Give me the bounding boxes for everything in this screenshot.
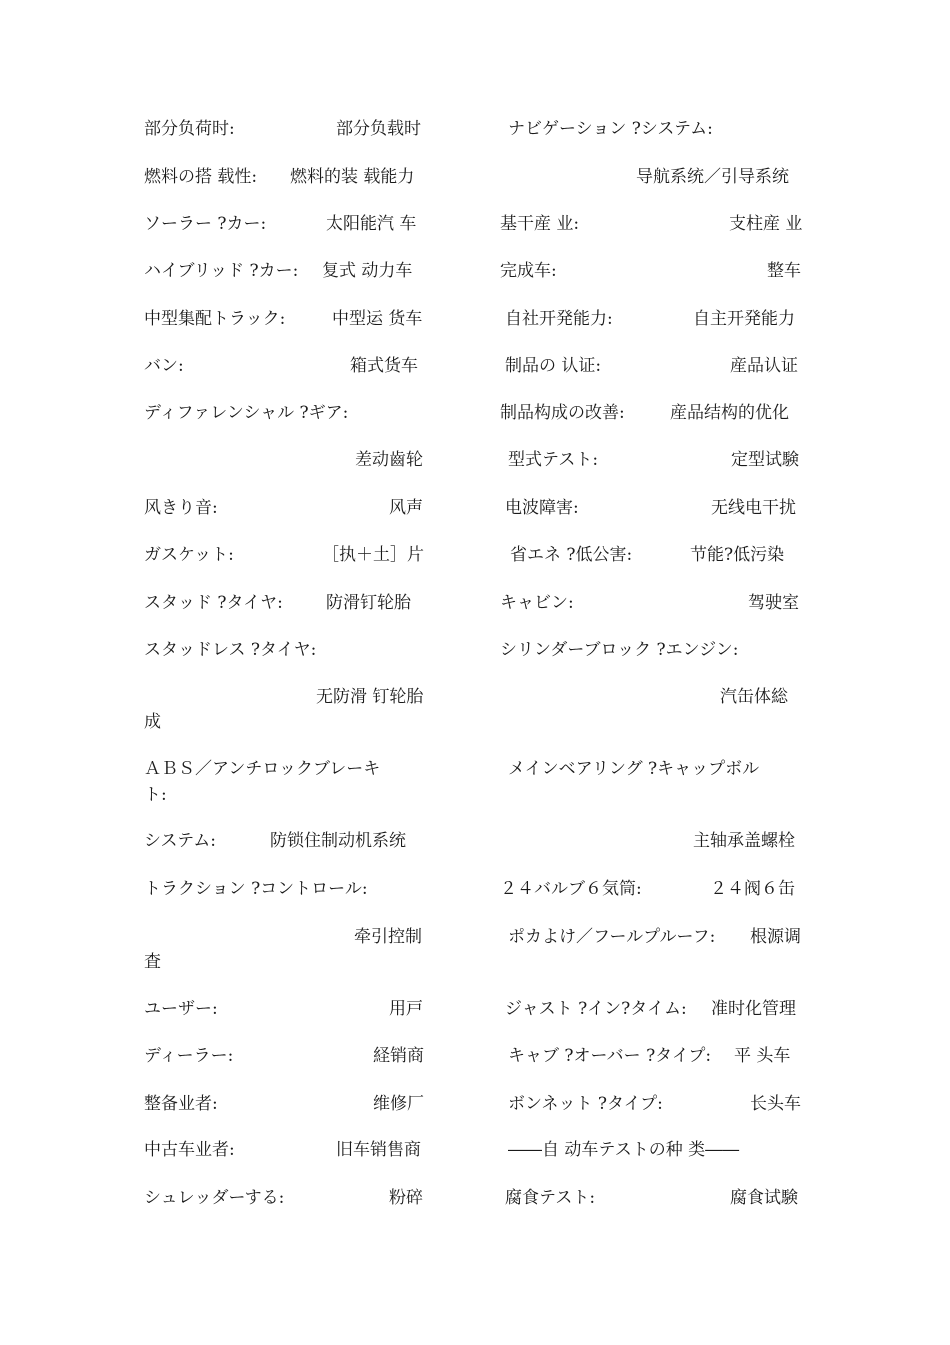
right-term-10: 省エネ ?低公害:: [510, 545, 633, 565]
left-term-15: システム:: [144, 831, 217, 851]
left-wrap-14: ト:: [144, 785, 167, 805]
right-term-5: 自社开発能力:: [505, 309, 613, 329]
right-def-4: 整车: [767, 261, 801, 281]
right-term-20: ボンネット ?タイプ:: [508, 1094, 663, 1114]
left-term-10: ガスケット:: [144, 545, 234, 565]
left-term-2: 燃料の搭 载性:: [144, 167, 258, 187]
right-def-22: 腐食试験: [730, 1188, 798, 1208]
left-def-13: 无防滑 钉轮胎: [316, 687, 424, 707]
left-def-19: 経销商: [373, 1046, 424, 1066]
right-def-13: 汽缶体総: [720, 687, 788, 707]
right-def-19: 平 头车: [734, 1046, 791, 1066]
right-term-7: 制品构成の改善:: [500, 403, 625, 423]
left-wrap-17: 査: [144, 952, 161, 972]
left-term-7: ディファレンシャル ?ギア:: [144, 403, 349, 423]
right-term-12: シリンダーブロック ?エンジン:: [500, 640, 739, 660]
right-def-7: 産品结构的优化: [670, 403, 789, 423]
right-def-9: 无线电干扰: [711, 498, 796, 518]
left-def-22: 粉碎: [389, 1188, 423, 1208]
left-def-9: 风声: [389, 498, 423, 518]
left-def-6: 箱式货车: [350, 356, 418, 376]
left-term-19: ディーラー:: [144, 1046, 234, 1066]
left-def-8: 差动齒轮: [355, 450, 423, 470]
left-term-9: 风きり音:: [144, 498, 218, 518]
left-term-5: 中型集配トラック:: [144, 309, 286, 329]
right-term-17: ポカよけ／フールプルーフ:: [508, 927, 716, 947]
left-term-21: 中古车业者:: [144, 1140, 235, 1160]
left-def-15: 防锁住制动机系统: [270, 831, 406, 851]
right-term-1: ナビゲーション ?システム:: [508, 119, 713, 139]
right-term-19: キャブ ?オーバー ?タイプ:: [508, 1046, 712, 1066]
right-def-6: 産品认证: [730, 356, 798, 376]
left-term-4: ハイブリッド ?カー:: [144, 261, 299, 281]
left-def-21: 旧车销售商: [336, 1140, 421, 1160]
left-def-2: 燃料的装 载能力: [290, 167, 415, 187]
right-def-17: 根源调: [750, 927, 801, 947]
left-term-6: バン:: [144, 356, 184, 376]
right-term-6: 制品の 认证:: [505, 356, 602, 376]
left-def-20: 维修厂: [373, 1094, 424, 1114]
right-def-2: 导航系统／引导系统: [636, 167, 789, 187]
right-term-14: メインベアリング ?キャップボル: [508, 759, 760, 779]
left-term-20: 整备业者:: [144, 1094, 218, 1114]
right-term-22: 腐食テスト:: [505, 1188, 596, 1208]
right-def-8: 定型试験: [731, 450, 799, 470]
right-def-5: 自主开発能力: [693, 309, 795, 329]
left-def-18: 用戸: [389, 999, 423, 1019]
left-def-1: 部分负载时: [336, 119, 421, 139]
right-def-11: 驾驶室: [748, 593, 799, 613]
right-term-18: ジャスト ?イン?タイム:: [505, 999, 687, 1019]
left-def-11: 防滑钉轮胎: [326, 593, 411, 613]
left-def-10: ［执＋土］片: [322, 545, 424, 565]
right-term-16: ２４バルブ６気筒:: [500, 879, 642, 899]
right-term-9: 电波障害:: [505, 498, 579, 518]
left-def-17: 牵引控制: [354, 927, 422, 947]
right-term-8: 型式テスト:: [508, 450, 599, 470]
left-term-12: スタッドレス ?タイヤ:: [144, 640, 317, 660]
right-def-15: 主轴承盖螺栓: [693, 831, 795, 851]
left-wrap-13: 成: [144, 712, 161, 732]
right-def-20: 长头车: [750, 1094, 801, 1114]
left-term-14: ＡＢＳ／アンチロックブレーキ: [144, 759, 381, 779]
left-term-1: 部分负荷时:: [144, 119, 235, 139]
left-term-22: シュレッダーする:: [144, 1188, 285, 1208]
right-term-11: キャビン:: [500, 593, 574, 613]
left-def-3: 太阳能汽 车: [326, 214, 417, 234]
left-term-16: トラクション ?コントロール:: [144, 879, 368, 899]
right-def-18: 准时化管理: [711, 999, 796, 1019]
left-def-5: 中型运 货车: [332, 309, 423, 329]
right-section-heading: ――自 动车テストの种 类――: [508, 1140, 740, 1160]
left-term-18: ユーザー:: [144, 999, 218, 1019]
right-def-16: ２４阀６缶: [710, 879, 795, 899]
left-term-3: ソーラー ?カー:: [144, 214, 267, 234]
left-def-4: 复式 动力车: [322, 261, 413, 281]
right-def-3: 支柱産 业: [729, 214, 803, 234]
left-term-11: スタッド ?タイヤ:: [144, 593, 283, 613]
right-def-10: 节能?低污染: [690, 545, 785, 565]
right-term-3: 基干産 业:: [500, 214, 580, 234]
right-term-4: 完成车:: [500, 261, 557, 281]
